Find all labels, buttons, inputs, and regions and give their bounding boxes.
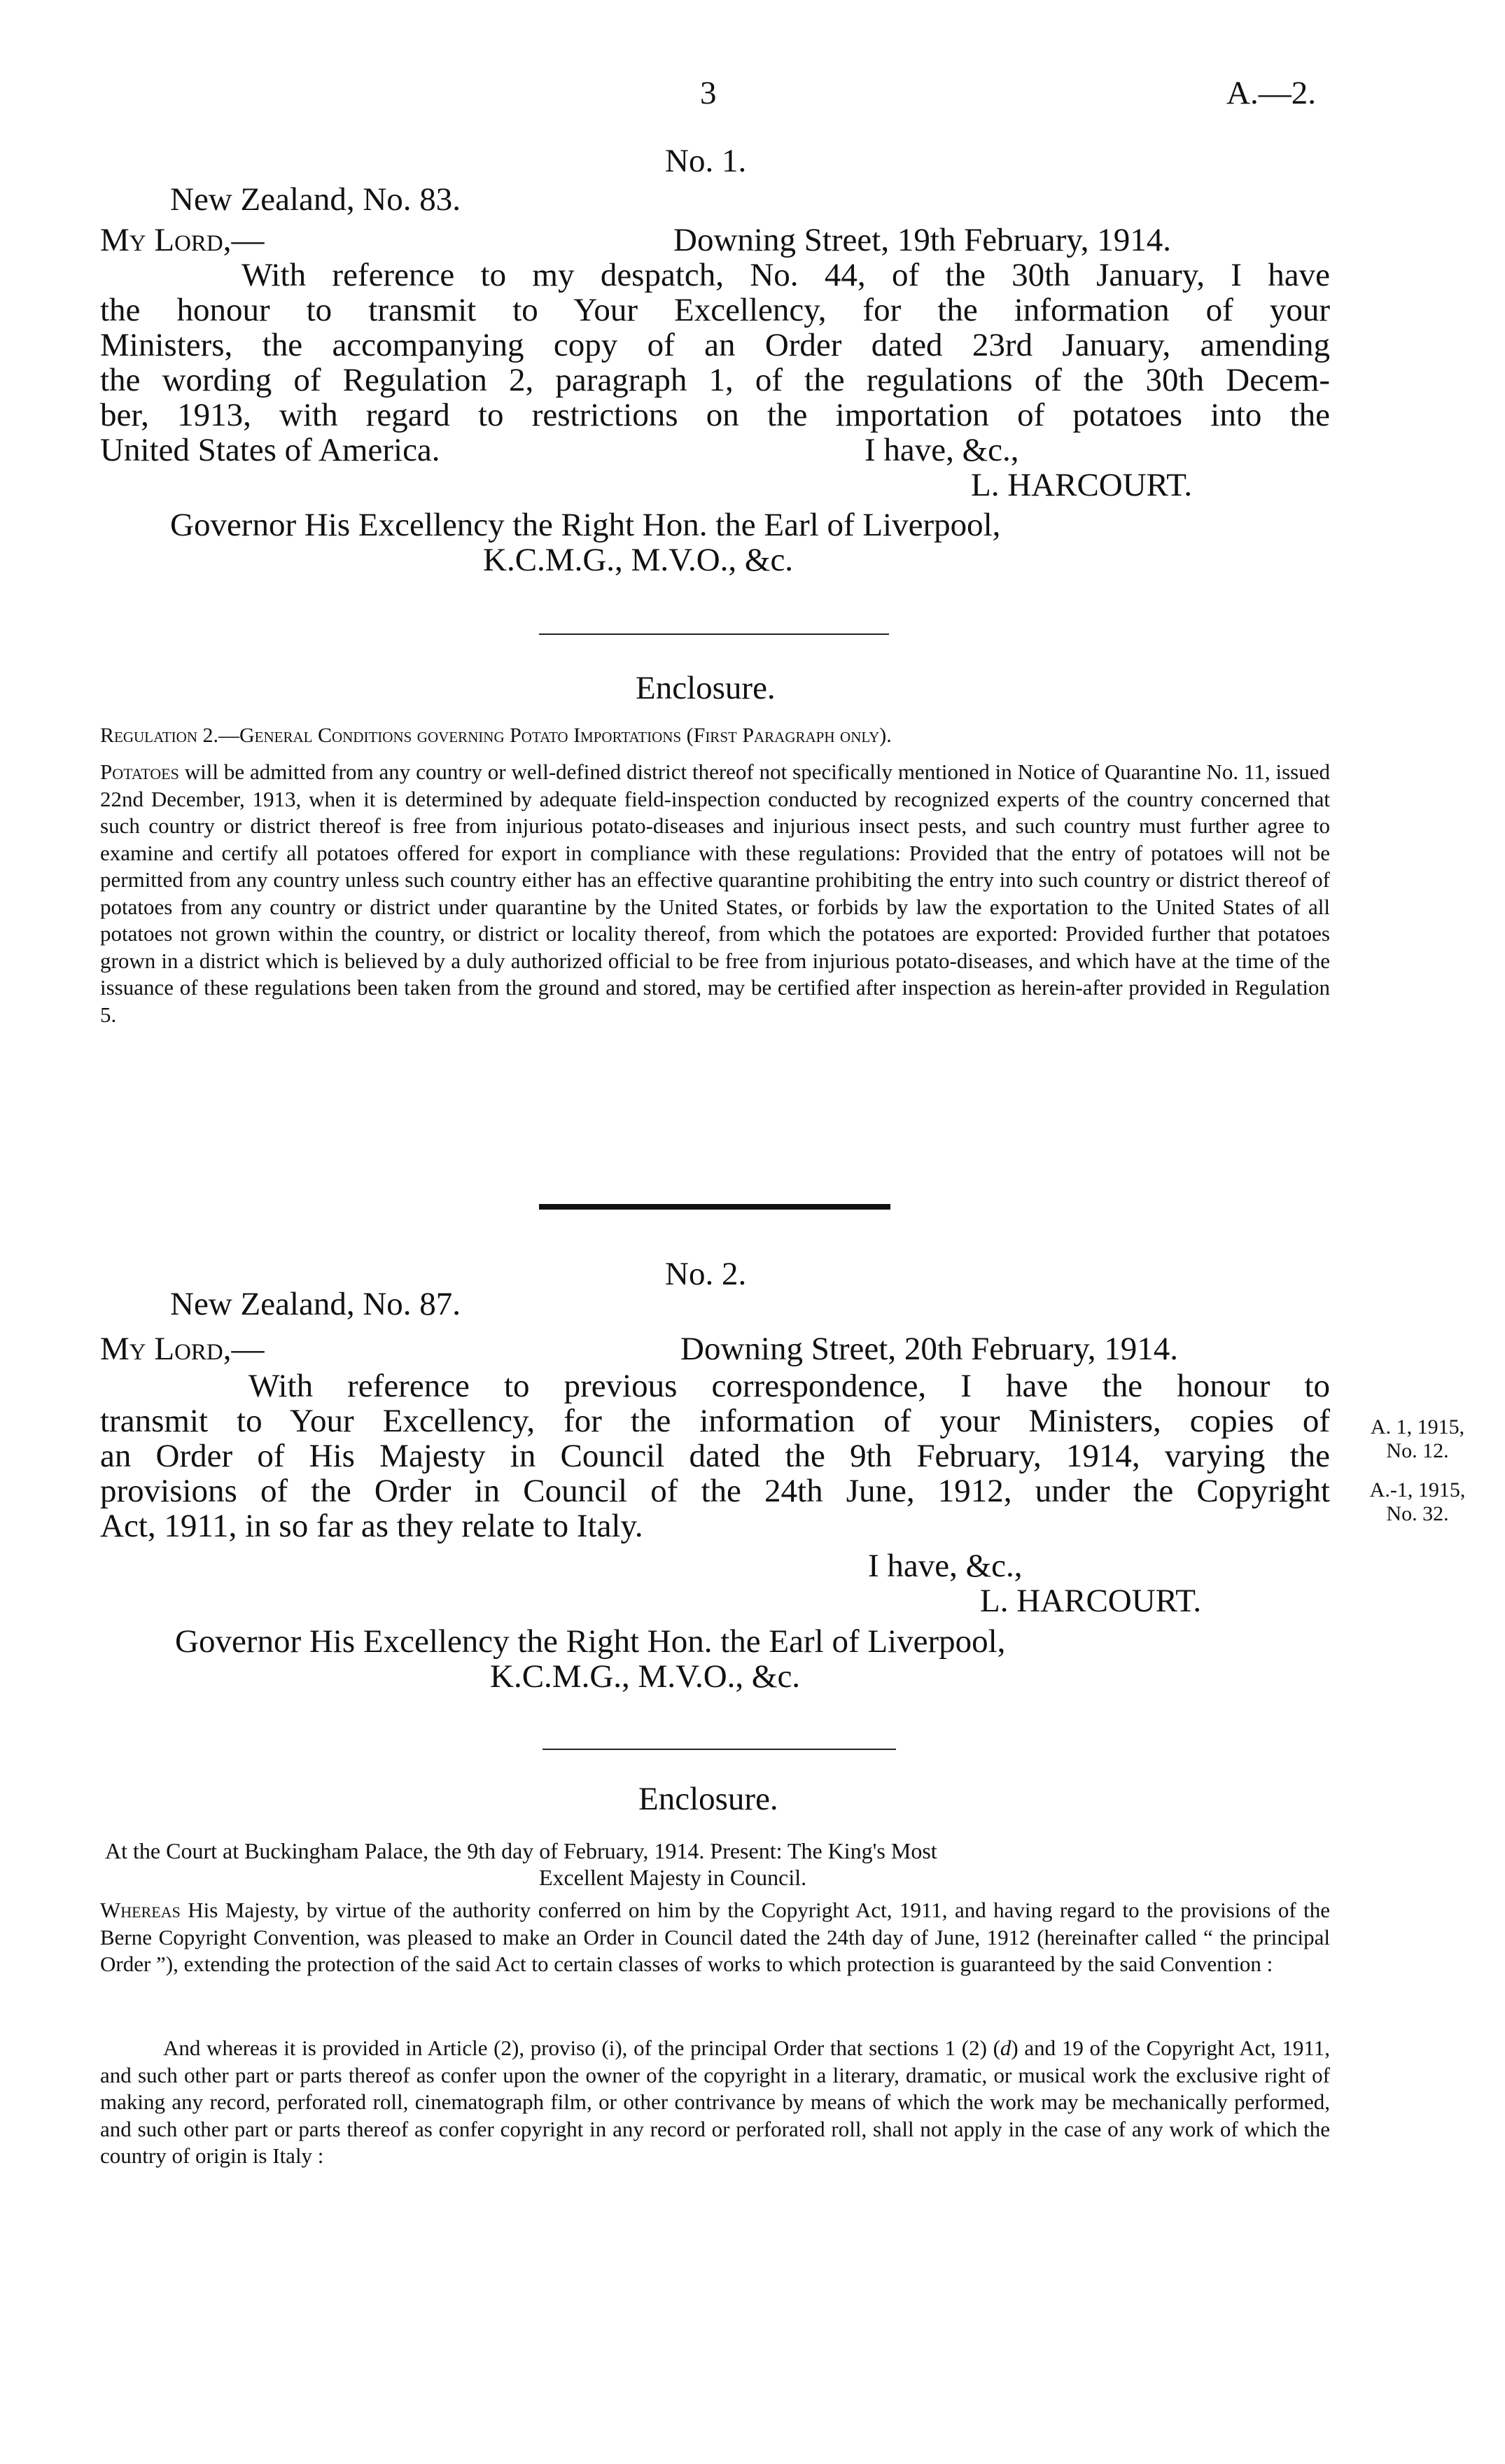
despatch-1-body-line: Ministers, the accompanying copy of an Order dated 23rd January, amending bbox=[100, 327, 1330, 363]
enclosure-1-heading: Enclosure. bbox=[636, 670, 776, 706]
whereas-body: His Majesty, by virtue of the authority conferred on him by the Copyright Act, 1911, and having regard to the provisions of the Berne Copyright Convention, was pleased to make an Order in Council dated the 24th day of June, 1912 (hereinafter called “ the principal Order ”), extending the protection of the said Act to certain classes of works to which protection is guaranteed by the said Convention : bbox=[100, 1898, 1330, 1976]
margin-note bbox=[1344, 1478, 1491, 1526]
margin-note-ref: A.-1, 1915, bbox=[1369, 1478, 1466, 1502]
despatch-2-salutation: My Lord,— bbox=[100, 1331, 265, 1367]
despatch-2-body-line: an Order of His Majesty in Council dated the 9th February, 1914, varying the bbox=[100, 1438, 1330, 1474]
margin-note bbox=[1344, 1415, 1491, 1463]
margin-note-ref: A. 1, 1915, bbox=[1370, 1415, 1465, 1438]
section-divider bbox=[539, 634, 889, 635]
despatch-1-salutation: My Lord,— bbox=[100, 222, 265, 258]
regulation-body: will be admitted from any country or well-defined district thereof not specifically mentioned in Notice of Quarantine No. 11, issued 22nd December, 1913, when it is determined by adequate field-inspection conducted by recognized experts of the country concerned that such country or district thereof is free from injurious potato-diseases and injurious insect pests, and such country must further agree to examine and certify all potatoes offered for export in compliance with these regulations: Provided that the entry of potatoes will not be permitted from any country unless such country either has an effective quarantine prohibiting the entry into such country or district thereof of potatoes from any country or district under quarantine by the United States, or forbids by law the exportation to the United States of all potatoes not grown within the country, or district or locality thereof, from which the potatoes are exported: Provided further that potatoes grown in a district which is believed by a duly authorized official to be free from injurious potato-diseases, and which have at the time of the issuance of these regulations been taken from the ground and stored, may be certified after inspection as herein-after provided in Regulation 5. bbox=[100, 760, 1330, 1027]
despatch-2-number: No. 2. bbox=[665, 1256, 747, 1292]
enclosure-1-regulation-text bbox=[100, 759, 1330, 1028]
and-whereas-d: d bbox=[1000, 2036, 1011, 2060]
despatch-1-body-line: With reference to my despatch, No. 44, of the 30th January, I have bbox=[241, 257, 1330, 293]
despatch-1-closing: I have, &c., bbox=[864, 432, 1019, 468]
despatch-1-addressee-honours: K.C.M.G., M.V.O., &c. bbox=[483, 542, 794, 578]
despatch-2-body-line: transmit to Your Excellency, for the information of your Ministers, copies of bbox=[100, 1403, 1330, 1439]
despatch-1-address: Downing Street, 19th February, 1914. bbox=[673, 222, 1171, 258]
page-number: 3 bbox=[700, 75, 717, 111]
despatch-2-nz-reference: New Zealand, No. 87. bbox=[170, 1286, 461, 1322]
regulation-first-word: Potatoes bbox=[100, 760, 179, 784]
despatch-1-body-line: ber, 1913, with regard to restrictions on the importation of potatoes into the bbox=[100, 397, 1330, 433]
enclosure-2-court-line: At the Court at Buckingham Palace, the 9th day of February, 1914. Present: The King's Most bbox=[105, 1838, 937, 1863]
section-divider bbox=[542, 1749, 896, 1750]
enclosure-2-whereas-paragraph bbox=[100, 1897, 1330, 1978]
enclosure-2-heading: Enclosure. bbox=[638, 1781, 778, 1817]
despatch-2-addressee: Governor His Excellency the Right Hon. the Earl of Liverpool, bbox=[175, 1623, 1006, 1660]
despatch-1-body-line: the honour to transmit to Your Excellency, for the information of your bbox=[100, 292, 1330, 328]
despatch-2-closing: I have, &c., bbox=[868, 1548, 1023, 1584]
enclosure-1-title: Regulation 2.—General Conditions governing Potato Importations (First Paragraph only). bbox=[100, 724, 892, 747]
and-whereas-text: And whereas it is provided in Article (2), proviso (i), of the principal Order that sections 1 (2) ( bbox=[163, 2036, 1000, 2060]
despatch-2-body-line: provisions of the Order in Council of the 24th June, 1912, under the Copyright bbox=[100, 1473, 1330, 1509]
enclosure-2-and-whereas-paragraph bbox=[100, 2035, 1330, 2170]
margin-note-number: No. 32. bbox=[1386, 1502, 1449, 1525]
despatch-1-nz-reference: New Zealand, No. 83. bbox=[170, 181, 461, 218]
whereas-word: Whereas bbox=[100, 1898, 181, 1922]
enclosure-2-court-line-continued: Excellent Majesty in Council. bbox=[539, 1865, 807, 1890]
despatch-2-body-line: With reference to previous correspondence, I have the honour to bbox=[248, 1368, 1330, 1404]
despatch-2-signature: L. HARCOURT. bbox=[980, 1583, 1202, 1619]
and-whereas-text-continued: ) and 19 of the Copyright Act, 1911, and such other part or parts thereof as confer upon the owner of the copyright in a literary, dramatic, or musical work the exclusive right of making any record, perforated roll, cinematograph film, or other contrivance by means of which the work may be mechanically performed, and such other part or parts thereof as confer copyright in any record or perforated roll, shall not apply in the case of any work of which the country of origin is Italy : bbox=[100, 2036, 1330, 2168]
margin-note-number: No. 12. bbox=[1386, 1439, 1449, 1462]
despatch-1-body-line: the wording of Regulation 2, paragraph 1, of the regulations of the 30th Decem- bbox=[100, 362, 1330, 398]
despatch-2-addressee-honours: K.C.M.G., M.V.O., &c. bbox=[490, 1658, 801, 1695]
despatch-1-number: No. 1. bbox=[665, 143, 747, 179]
despatch-1-signature: L. HARCOURT. bbox=[971, 467, 1193, 503]
paper-reference: A.—2. bbox=[1226, 75, 1316, 111]
despatch-1-addressee: Governor His Excellency the Right Hon. the Earl of Liverpool, bbox=[170, 507, 1001, 543]
despatch-separator bbox=[539, 1204, 890, 1210]
despatch-2-body-last-line: Act, 1911, in so far as they relate to Italy. bbox=[100, 1508, 643, 1544]
despatch-1-body-last-line: United States of America. bbox=[100, 432, 440, 468]
despatch-2-address: Downing Street, 20th February, 1914. bbox=[680, 1331, 1178, 1367]
